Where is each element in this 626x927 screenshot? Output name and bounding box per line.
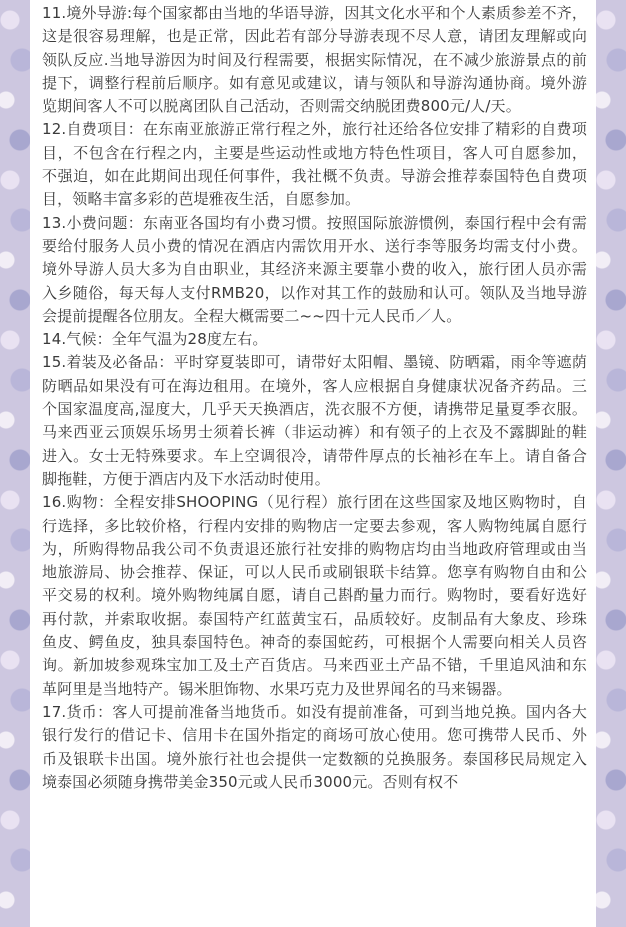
paragraph-tipping: 13.小费问题：东南亚各国均有小费习惯。按照国际旅游惯例，泰国行程中会有需要给付服务人员小费的情况在酒店内需饮用开水、送行李等服务均需支付小费。境外导游人员大多为自由职业，其经济来源主要靠小费的收入，旅行团人员亦需入乡随俗，每天每人支付RMB20，以作对其工作的鼓励和认可。领队及当地导游会提前提醒各位朋友。全程大概需要二~~四十元人民币／人。	[42, 213, 587, 325]
paragraph-optional-tours: 12.自费项目：在东南亚旅游正常行程之外，旅行社还给各位安排了精彩的自费项目，不包含在行程之内，主要是些运动性或地方特色性项目，客人可自愿参加，不强迫，如在此期间出现任何事件，我社概不负责。导游会推荐泰国特色自费项目，领略丰富多彩的芭堤雅夜生活，自愿参加。	[42, 120, 587, 209]
paragraph-guide: 11.境外导游:每个国家都由当地的华语导游，因其文化水平和个人素质参差不齐，这是很容易理解，也是正常，因此若有部分导游表现不尽人意，请团友理解或向领队反应.当地导游因为时间及行程需要，根据实际情况，在不减少旅游景点的前提下，调整行程前后顺序。如有意见或建议，请与领队和导游沟通协商。境外游览期间客人不可以脱离团队自己活动，否则需交纳脱团费800元/人/天。	[42, 4, 587, 116]
decorative-border-left	[0, 0, 30, 927]
paragraph-shopping: 16.购物：全程安排SHOOPING（见行程）旅行团在这些国家及地区购物时，自行选择，多比较价格，行程内安排的购物店一定要去参观，客人购物纯属自愿行为，所购得物品我公司不负责退还旅行社安排的购物店均由当地政府管理或由当地旅游局、协会推荐、保证，可以人民币或刷银联卡结算。您享有购物自由和公平交易的权利。境外购物纯属自愿，请自己斟酌量力而行。购物时，要看好选好再付款，并索取收据。泰国特产红蓝黄宝石，品质较好。皮制品有大象皮、珍珠鱼皮、鳄鱼皮，独具泰国特色。神奇的泰国蛇药，可根据个人需要向相关人员咨询。新加坡参观珠宝加工及土产百货店。马来西亚土产品不错，千里追风油和东革阿里是当地特产。锡米胆饰物、水果巧克力及世界闻名的马来锡器。	[42, 493, 587, 698]
paragraph-climate: 14.气候：全年气温为28度左右。	[42, 330, 268, 349]
notice-text	[42, 2, 587, 794]
paragraph-currency: 17.货币：客人可提前准备当地货币。如没有提前准备，可到当地兑换。国内各大银行发行的借记卡、信用卡在国外指定的商场可放心使用。您可携带人民币、外币及银联卡出国。境外旅行社也会提供一定数额的兑换服务。泰国移民局规定入境泰国必须随身携带美金350元或人民币3000元。否则有权不	[42, 702, 587, 791]
paragraph-clothing: 15.着装及必备品：平时穿夏装即可，请带好太阳帽、墨镜、防晒霜，雨伞等遮荫防晒品如果没有可在海边租用。在境外，客人应根据自身健康状况备齐药品。三个国家温度高,湿度大，几乎天天换酒店，洗衣服不方便，请携带足量夏季衣服。马来西亚云顶娱乐场男士须着长裤（非运动裤）和有领子的上衣及不露脚趾的鞋进入。女士无特殊要求。车上空调很冷，请带件厚点的长袖衫在车上。请自备合脚拖鞋，方便于酒店内及下水活动时使用。	[42, 353, 587, 488]
decorative-border-right	[596, 0, 626, 927]
document-page	[30, 0, 596, 927]
